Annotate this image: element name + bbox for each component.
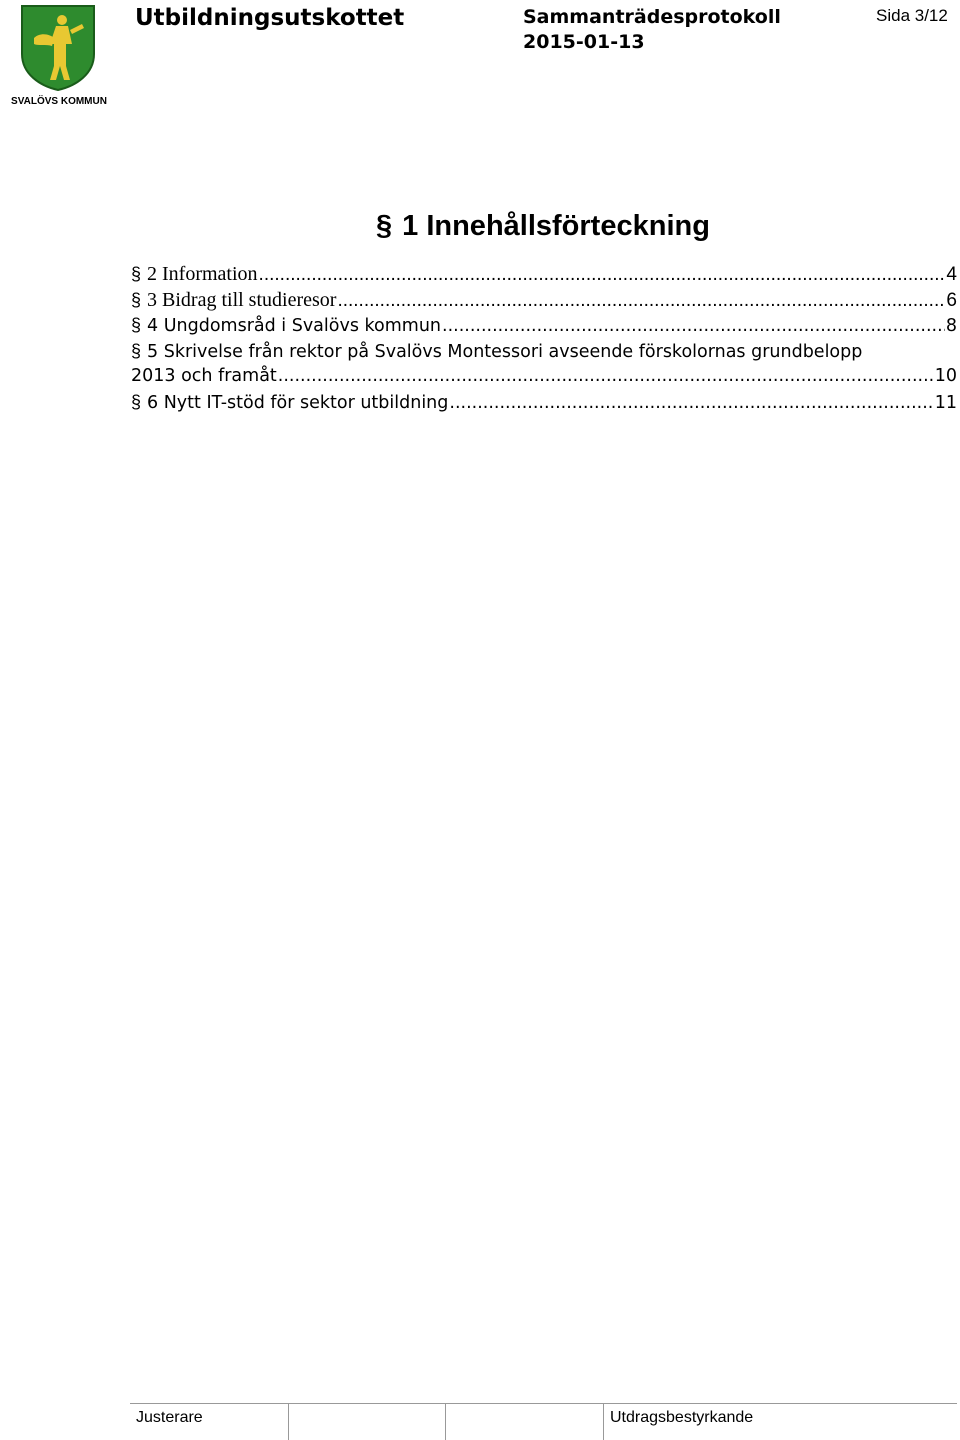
toc-entry-page: 11: [934, 392, 957, 413]
page-header: [0, 0, 960, 110]
toc-entry-ungdomsrad[interactable]: [131, 313, 957, 339]
signature-footer: [130, 1403, 957, 1440]
toc-entry-title: 4 Ungdomsråd i Svalövs kommun: [147, 316, 442, 337]
toc-heading-text: 1 Innehållsförteckning: [402, 210, 710, 242]
section-symbol: §: [131, 391, 142, 412]
dot-leader: [278, 364, 934, 390]
toc-entry-title: 5 Skrivelse från rektor på Svalövs Montessori avseende förskolornas grundbelopp: [147, 341, 863, 362]
toc-entry-title: 6 Nytt IT-stöd för sektor utbildning: [147, 392, 449, 413]
protocol-title: Sammanträdesprotokoll: [523, 6, 781, 28]
dot-leader: [449, 391, 933, 417]
protocol-date: 2015-01-13: [523, 31, 645, 53]
justerare-label: Justerare: [130, 1404, 289, 1440]
toc-list: [131, 262, 957, 416]
section-symbol: §: [131, 289, 142, 310]
logo-caption: SVALÖVS KOMMUN: [11, 96, 107, 107]
page-number: Sida 3/12: [876, 6, 948, 25]
signature-box: [289, 1404, 446, 1440]
toc-heading: [376, 210, 710, 243]
signature-box: [446, 1404, 604, 1440]
toc-entry-information[interactable]: [131, 262, 957, 288]
toc-entry-page: 8: [945, 316, 957, 337]
committee-title: Utbildningsutskottet: [135, 5, 405, 31]
section-symbol: §: [131, 264, 142, 284]
dot-leader: [337, 288, 945, 314]
dot-leader: [259, 262, 946, 288]
toc-entry-bidrag[interactable]: [131, 288, 957, 314]
svalov-logo: [6, 4, 106, 106]
toc-entry-page: 4: [946, 264, 957, 285]
utdragsbestyrkande-label: Utdragsbestyrkande: [610, 1409, 754, 1426]
toc-entry-skrivelse[interactable]: [131, 339, 957, 365]
section-symbol: §: [131, 340, 142, 361]
toc-entry-it-stod[interactable]: [131, 390, 957, 416]
toc-entry-page: 6: [946, 289, 957, 311]
section-symbol: §: [376, 210, 393, 242]
toc-entry-title: 3 Bidrag till studieresor: [147, 288, 337, 311]
toc-entry-title-continued: 2013 och framåt: [131, 366, 277, 387]
section-symbol: §: [131, 315, 142, 336]
toc-entry-skrivelse-continued[interactable]: [131, 364, 957, 390]
toc-entry-title: 2 Information: [147, 263, 258, 285]
coat-of-arms-icon: [20, 4, 96, 92]
dot-leader: [442, 314, 945, 340]
toc-entry-page: 10: [934, 366, 957, 387]
